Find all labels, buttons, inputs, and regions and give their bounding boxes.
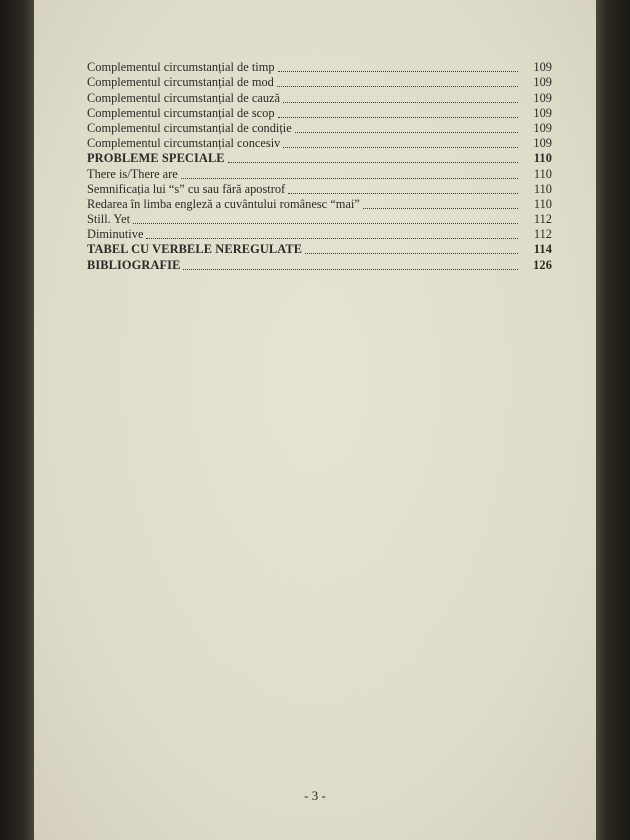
- toc-entry: [87, 75, 552, 90]
- toc-dot-leader: [183, 268, 518, 270]
- toc-entry: [87, 182, 552, 197]
- toc-entry-title: There is/There are: [87, 166, 178, 181]
- toc-dot-leader: [288, 192, 518, 194]
- toc-entry-title: Complementul circumstanțial de cauză: [87, 90, 281, 105]
- toc-entry-page: 109: [533, 90, 552, 105]
- toc-dot-leader: [305, 252, 518, 254]
- toc-entry-page: 109: [533, 120, 552, 135]
- toc-dot-leader: [278, 116, 518, 118]
- toc-dot-leader: [133, 222, 518, 224]
- book-edge-left: [0, 0, 34, 840]
- toc-entry: [87, 166, 552, 181]
- toc-entry: [87, 151, 552, 166]
- toc-entry-page: 112: [533, 227, 552, 242]
- toc-entry-page: 109: [533, 75, 552, 90]
- toc-entry-title: Complementul circumstanțial de mod: [87, 75, 274, 90]
- toc-dot-leader: [277, 85, 518, 87]
- toc-entry-title: Semnificația lui “s” cu sau fără apostrof: [87, 181, 286, 196]
- toc-entry: [87, 121, 552, 136]
- toc-entry-title: Redarea în limba engleză a cuvântului românesc “mai”: [87, 196, 360, 211]
- toc-entry-page: 110: [533, 181, 552, 196]
- toc-entry-title: Diminutive: [87, 227, 144, 242]
- toc-entry-title: Still. Yet: [87, 212, 131, 227]
- toc-entry: [87, 242, 552, 257]
- toc-entry-page: 110: [533, 151, 552, 166]
- toc-dot-leader: [283, 146, 518, 148]
- toc-entry-title: BIBLIOGRAFIE: [87, 257, 181, 272]
- page-number: - 3 -: [304, 788, 326, 803]
- table-of-contents: [87, 60, 552, 273]
- book-edge-right: [596, 0, 630, 840]
- toc-entry-title: Complementul circumstanțial concesiv: [87, 136, 281, 151]
- toc-entry: [87, 60, 552, 75]
- toc-entry: [87, 212, 552, 227]
- toc-entry-page: 112: [533, 212, 552, 227]
- toc-entry: [87, 197, 552, 212]
- toc-entry-title: Complementul circumstanțial de condiție: [87, 120, 292, 135]
- toc-dot-leader: [181, 177, 518, 179]
- toc-dot-leader: [283, 101, 518, 103]
- toc-entry-page: 109: [533, 105, 552, 120]
- toc-entry-page: 114: [533, 242, 552, 257]
- toc-entry-page: 126: [533, 257, 552, 272]
- toc-dot-leader: [278, 70, 518, 72]
- toc-entry-title: PROBLEME SPECIALE: [87, 151, 225, 166]
- toc-entry: [87, 136, 552, 151]
- toc-entry-page: 109: [533, 136, 552, 151]
- toc-entry: [87, 90, 552, 105]
- toc-entry-page: 110: [533, 166, 552, 181]
- toc-entry: [87, 257, 552, 272]
- toc-entry-title: TABEL CU VERBELE NEREGULATE: [87, 242, 303, 257]
- toc-entry: [87, 227, 552, 242]
- toc-entry-title: Complementul circumstanțial de timp: [87, 60, 275, 75]
- toc-entry-page: 110: [533, 196, 552, 211]
- toc-entry: [87, 106, 552, 121]
- toc-dot-leader: [295, 131, 518, 133]
- toc-entry-page: 109: [533, 60, 552, 75]
- toc-entry-title: Complementul circumstanțial de scop: [87, 105, 275, 120]
- toc-dot-leader: [146, 237, 518, 239]
- toc-dot-leader: [363, 207, 518, 209]
- toc-dot-leader: [228, 161, 518, 163]
